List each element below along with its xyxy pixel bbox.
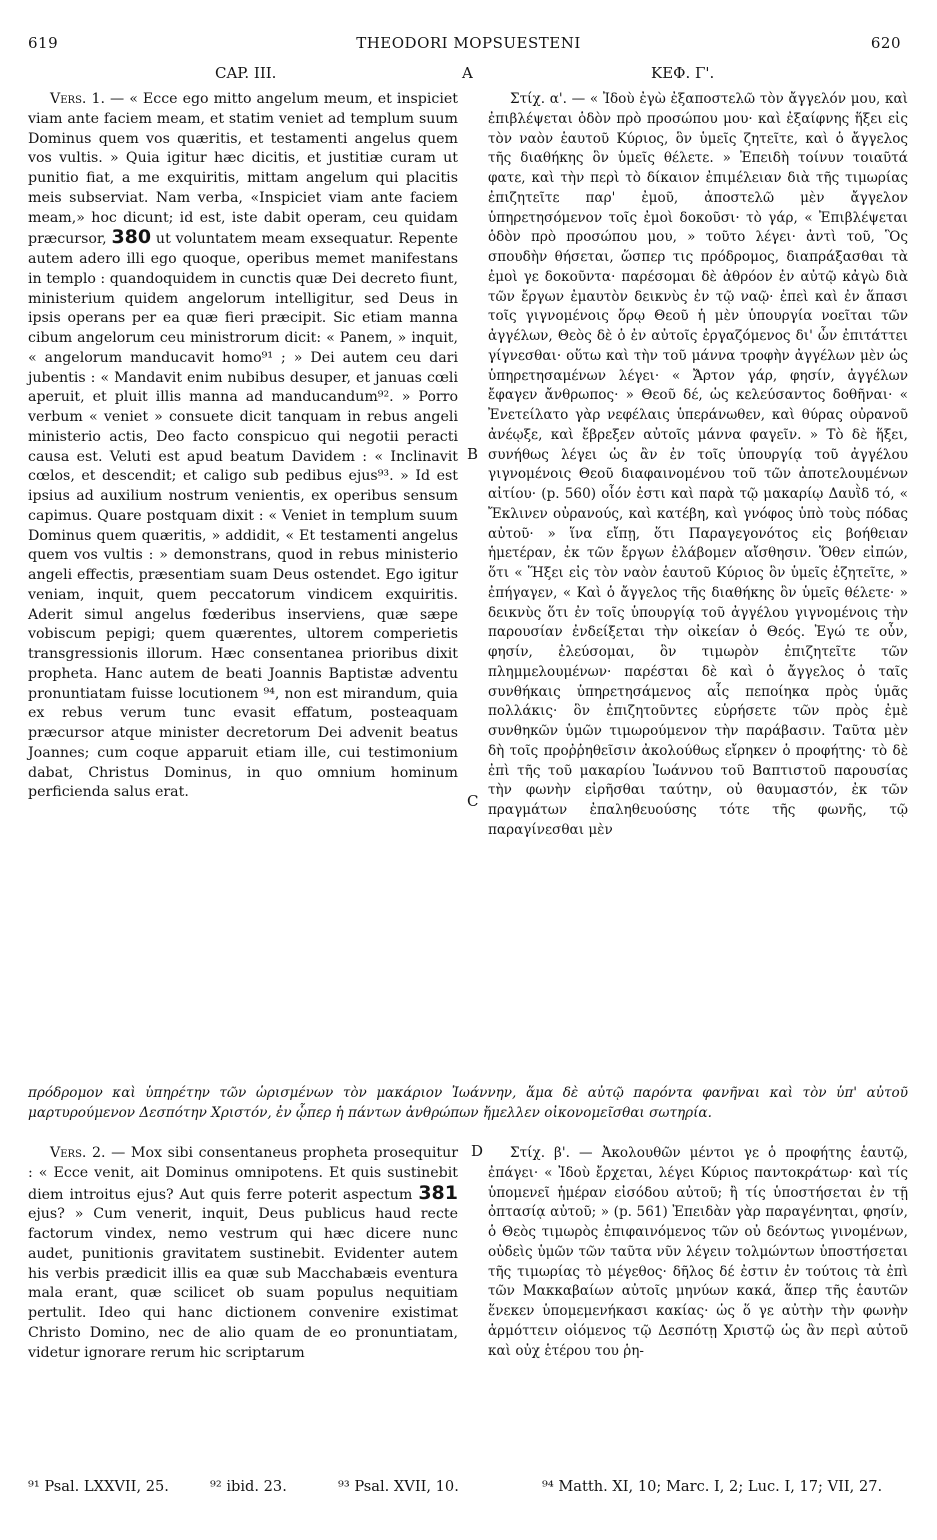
greek-paragraph	[488, 1144, 908, 1361]
latin-paragraph	[28, 90, 458, 803]
footnote: ⁹² ibid. 23.	[210, 1478, 287, 1495]
greek-paragraph	[488, 90, 908, 841]
greek-chapter-heading: ΚΕΦ. Γ'.	[651, 64, 715, 82]
running-title: THEODORI MOPSUESTENI	[356, 34, 581, 52]
greek-column-verse-1	[488, 90, 908, 841]
right-page-number: 620	[870, 34, 901, 52]
verse-label: Vers. 1.	[50, 91, 105, 107]
verse-label: Στίχ. α'.	[510, 91, 567, 107]
margin-marker-b: B	[467, 445, 479, 463]
greek-column-verse-2	[488, 1144, 908, 1361]
footnote: ⁹³ Psal. XVII, 10.	[338, 1478, 459, 1495]
latin-text: ejus? » Cum venerit, inquit, Deus publicus haud recte factorum vindex, nemo vestrum qui hæc dicere nunc audet, punitionis gravitatem sustinebit. Evidenter autem his verbis prædicit illis ea quæ sub Macchabæis eventura mala erant, quæ scilicet ob suam populus nequitiam pertulit. Ideo qui hanc dictionem convenire existimat Christo Domino, nec de alio quam de eo pronuntiatam, videtur ignorare rerum hic scriptarum	[28, 1206, 458, 1361]
latin-column-verse-1	[28, 90, 458, 803]
greek-full-width-continuation: πρόδρομον καὶ ὑπηρέτην τῶν ὡρισμένων τὸν μακάριον Ἰωάννην, ἅμα δὲ αὐτῷ παρόντα φανῆναι καὶ τὸν ὑπ' αὐτοῦ μαρτυρούμενον Δεσπότην Χριστόν, ἐν ᾧπερ ἡ πάντων ἀνθρώπων ἤμελλεν οἰκονομεῖσθαι σωτηρία.	[28, 1085, 908, 1121]
verse-label: Στίχ. β'.	[510, 1145, 570, 1161]
latin-column-verse-2	[28, 1144, 458, 1363]
left-page-number: 619	[28, 34, 59, 52]
migne-page-number: 381	[418, 1181, 458, 1204]
margin-marker-a: A	[462, 64, 473, 82]
migne-page-number: 380	[111, 226, 152, 249]
latin-text: — Mox sibi consentaneus propheta prosequitur : « Ecce venit, ait Dominus omnipotens. Et quis sustinebit diem introitus ejus? Aut quis ferre poterit aspectum	[28, 1145, 458, 1203]
margin-marker-c: C	[467, 792, 479, 810]
latin-paragraph	[28, 1144, 458, 1363]
running-header	[0, 34, 937, 58]
latin-text: — « Ecce ego mitto angelum meum, et inspiciet viam ante faciem meam, et statim veniet ad templum suum Dominus quem vos quæritis, et testamenti angelus quem vos vultis. » Quia igitur hæc dicitis, et justitiæ curam ut punitio fiat, a me exquiritis, mittam angelum qui placitis meis subserviat. Nam verba, «Inspiciet viam ante faciem meam,» hoc dicunt; id est, iste dabit operam, ceu quidam præcursor,	[28, 91, 459, 248]
verse-label: Vers. 2.	[50, 1145, 106, 1161]
greek-text: — Ἀκολουθῶν μέντοι γε ὁ προφήτης ἑαυτῷ, ἐπάγει· « Ἰδοὺ ἔρχεται, λέγει Κύριος παντοκράτωρ· καὶ τίς ὑπομενεῖ ἡμέραν εἰσόδου αὐτοῦ; ἢ τίς ὑποστήσεται ἐν τῇ ὀπτασίᾳ αὐτοῦ; » (p. 561) Ἐπειδὰν γὰρ παραγένηται, φησίν, ὁ Θεὸς τιμωρὸς ἐπιφαινόμενος τῶν οὐ δεόντως γινομένων, οὐδεὶς ὑμῶν τῶν ταῦτα νῦν λέγειν τολμώντων ὑποστήσεται τῆς τιμωρίας τὸ μέγεθος· δῆλος δέ ἐστιν ἐν τούτοις τὰ ἐπὶ τῶν Μακκαβαίων αὐτοῖς μηνύων κακά, ἅπερ τῆς ἑαυτῶν ἕνεκεν ὑπομεμενήκασι κακίας· ὡς ὅ γε αὐτὴν τὴν φωνὴν ἁρμόττειν οἰόμενος τῷ Δεσπότῃ Χριστῷ ὡς ἂν περὶ αὐτοῦ καὶ οὐχ ἑτέρου του ῥη-	[488, 1145, 908, 1359]
footnote: ⁹¹ Psal. LXXVII, 25.	[28, 1478, 169, 1495]
latin-text: ut voluntatem meam exsequatur. Repente autem adero illi ego quoque, operibus memet manifestans in templo : quandoquidem in cunctis quæ Dei decreto fiunt, ministerium quidem angelorum intelligitur, sed Deus in ipsis operans per ea quæ fieri præcipit. Sic etiam manna cibum angelorum ceu ministrorum dicit: « Panem, » inquit, « angelorum manducavit homo⁹¹ ; » Dei autem ceu dari jubentis : « Mandavit enim nubibus desuper, et januas cœli aperuit, et pluit illis manna ad manducandum⁹². » Porro verbum « veniet » consuete dicit tanquam in rebus angeli ministerio actis, Deo facto conspicuo qui negotii peracti causa est. Veluti est apud beatum Davidem : « Inclinavit cœlos, et descendit; et caligo sub pedibus ejus⁹³. » Id est ipsius ad auxilium nostrum venientis, ex operibus sensum capimus. Quare postquam dixit : « Veniet in templum suum Dominus quem quæritis, » addidit, « Et testamenti angelus quem vos vultis : » demonstrans, quod in rebus ministerio angeli effectis, præsentiam suam Deus ostendet. Ego igitur veniam, inquit, quem peccatorum vindicem exquiritis. Aderit simul angelus fœderibus inserviens, quæ sæpe vobiscum pepigi; quem quærentes, ultorem comperietis transgressionis illorum. Hæc consentanea prioribus dixit propheta. Hanc autem de beati Joannis Baptistæ adventu pronuntiatam fuisse locutionem ⁹⁴, non est mirandum, quia ex rebus verum tunc evasit effatum, posteaquam præcursor atque minister decretorum Dei advenit beatus Joannes; cum coque apparuit etiam ille, cui testimonium dabat, Christus Dominus, in quo omnium hominum perficienda salus erat.	[28, 231, 458, 801]
margin-marker-d: D	[471, 1142, 484, 1160]
latin-chapter-heading: CAP. III.	[215, 64, 277, 82]
footnote: ⁹⁴ Matth. XI, 10; Marc. I, 2; Luc. I, 17; VII, 27.	[542, 1478, 883, 1495]
greek-text: — « Ἰδοὺ ἐγὼ ἐξαποστελῶ τὸν ἄγγελόν μου, καὶ ἐπιβλέψεται ὁδὸν πρὸ προσώπου μου· καὶ ἐξαίφνης ἥξει εἰς τὸν ναὸν ἑαυτοῦ Κύριος, ὃν ὑμεῖς ζητεῖτε, καὶ ὁ ἄγγελος τῆς διαθήκης ὃν ὑμεῖς θέλετε. » Ἐπειδὴ τοίνυν τοιαῦτά φατε, καὶ τὴν περὶ τὸ δίκαιον ἐπιμέλειαν διὰ τῆς τιμωρίας ἐπιζητεῖτε παρ' ἐμοῦ, ἀποστελῶ μὲν ἄγγελον ὑπηρετησόμενον τοῖς ἐμοὶ δοκοῦσι· τὸ γάρ, « Ἐπιβλέψεται ὁδὸν πρὸ προσώπου μου, » τοῦτο λέγει· ἀντὶ τοῦ, Ὃς σπουδὴν θήσεται, ὥσπερ τις πρόδρομος, διαπράξασθαι τὰ ἐμοὶ γε δοκοῦντα· παρέσομαι δὲ ἀθρόον ἐν αὐτῷ κἀγὼ διὰ τῶν ἔργων ἐμαυτὸν δεικνὺς ἐν τῷ ναῷ· ἐπεὶ καὶ ἐν ἅπασι τοῖς γιγνομένοις ὅρῳ Θεοῦ ἡ μὲν ὑπουργία νοεῖται τῶν ἀγγέλων, Θεὸς δὲ ὁ ἐν αὐτοῖς ἐργαζόμενος δι' ὧν ἐπιτάττει γίγνεσθαι· οὕτω καὶ τὴν τοῦ μάννα τροφὴν ἀγγέλων μὲν ὡς ὑπηρετησαμένων λέγει· « Ἄρτον γάρ, φησίν, ἀγγέλων ἔφαγεν ἄνθρωπος· » Θεοῦ δέ, ὡς κελεύσαντος δοθῆναι· « Ἐνετείλατο γὰρ νεφέλαις ὑπεράνωθεν, καὶ θύρας οὐρανοῦ ἀνέῳξε, καὶ ἔβρεξεν αὐτοῖς μάννα φαγεῖν. » Τὸ δὲ ἥξει, συνήθως λέγει ὡς ἂν ἐν τοῖς ὑπουργίᾳ τοῦ ἀγγέλου γιγνομένοις Θεοῦ διαφαινομένου τοῦ τῶν ἀποτελουμένων αἰτίου· (p. 560) οἷόν ἐστι καὶ παρὰ τῷ μακαρίῳ Δαυῒδ τό, « Ἔκλινεν οὐρανούς, καὶ κατέβη, καὶ γνόφος ὑπὸ τοὺς πόδας αὐτοῦ· » ἵνα εἴπῃ, ὅτι Παραγεγονότος εἰς βοήθειαν ἡμετέραν, ἐκ τῶν ἔργων ἐλάβομεν αἴσθησιν. Ὅθεν εἰπών, ὅτι « Ἥξει εἰς τὸν ναὸν ἑαυτοῦ Κύριος ὃν ὑμεῖς ἐζητεῖτε, » ἐπήγαγεν, « Καὶ ὁ ἄγγελος τῆς διαθήκης ὃν ὑμεῖς θέλετε· » δεικνὺς ὅτι ἐν τοῖς ὑπουργίᾳ τοῦ ἀγγέλου γιγνομένοις τὴν παρουσίαν ἐνδείξεται τὴν οἰκείαν ὁ Θεός. Ἐγώ τε οὖν, φησίν, ἐλεύσομαι, ὃν τιμωρὸν ἐπιζητεῖτε τῶν πλημμελουμένων· παρέσται δὲ καὶ ὁ ἄγγελος ὁ ταῖς συνθήκαις ὑπηρετησάμενος αἷς πεποίηκα πρὸς ὑμᾶς πολλάκις· ὃν ἐπιζητοῦντες εὑρήσετε τῶν πρὸς ἐμὲ συνθηκῶν ὑμῶν τιμωρούμενον τὴν παράβασιν. Ταῦτα μὲν δὴ τοῖς προῤῥηθεῖσιν ἀκολούθως εἴρηκεν ὁ προφήτης· τὸ δὲ ἐπὶ τῆς τοῦ μακαρίου Ἰωάννου τοῦ Βαπτιστοῦ παρουσίας τὴν φωνὴν εἰρῆσθαι ταύτην, οὐ θαυμαστόν, ἐκ τῶν πραγμάτων ἐπαληθευούσης τότε τῆς φωνῆς, τῷ παραγίνεσθαι μὲν	[488, 91, 908, 838]
